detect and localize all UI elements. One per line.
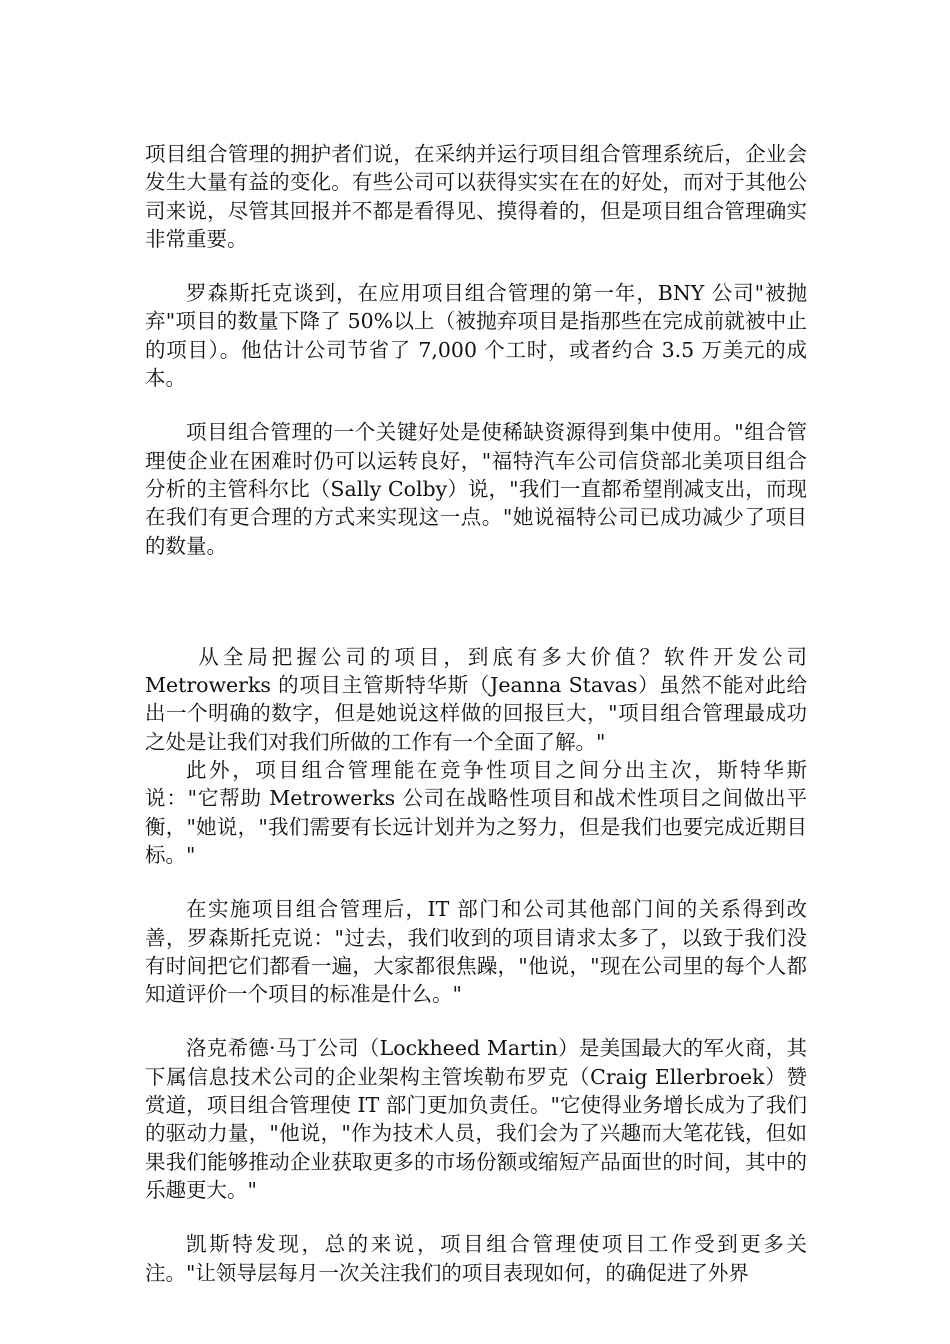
paragraph-kester-attention: 凯斯特发现，总的来说，项目组合管理使项目工作受到更多关注。"让领导层每月一次关注我们的项目表现如何，的确促进了外界 — [145, 1232, 807, 1285]
paragraph-benefits-intro: 项目组合管理的拥护者们说，在采纳并运行项目组合管理系统后，企业会发生大量有益的变化。有些公司可以获得实实在在的好处，而对于其他公司来说，尽管其回报并不都是看得见、摸得着的，但是项目组合管理确实非常重要。 — [145, 142, 807, 251]
paragraph-ford-resources: 项目组合管理的一个关键好处是使稀缺资源得到集中使用。"组合管理使企业在困难时仍可以运转良好，"福特汽车公司信贷部北美项目组合分析的主管科尔比（Sally Colby）说，"我们一直都希望削减支出，而现在我们有更合理的方式来实现这一点。"她说福特公司已成功减少了项目的数量。 — [145, 420, 807, 558]
document-body — [145, 140, 807, 1287]
paragraph-bny-results: 罗森斯托克谈到，在应用项目组合管理的第一年，BNY 公司"被抛弃"项目的数量下降了 50%以上（被抛弃项目是指那些在完成前就被中止的项目）。他估计公司节省了 7,000 个工时，或者约合 3.5 万美元的成本。 — [145, 281, 807, 391]
paragraph-it-relations: 在实施项目组合管理后，IT 部门和公司其他部门间的关系得到改善，罗森斯托克说："过去，我们收到的项目请求太多了，以致于我们没有时间把它们都看一遍，大家都很焦躁，"他说，"现在公司里的每个人都知道评价一个项目的标准是什么。" — [145, 897, 807, 1007]
paragraph-metrowerks-value: 从全局把握公司的项目，到底有多大价值？软件开发公司 Metrowerks 的项目主管斯特华斯（Jeanna Stavas）虽然不能对此给出一个明确的数字，但是她说这样做的回报巨大，"项目组合管理最成功之处是让我们对我们所做的工作有一个全面了解。" — [145, 644, 807, 754]
paragraph-lockheed-martin: 洛克希德·马丁公司（Lockheed Martin）是美国最大的军火商，其下属信息技术公司的企业架构主管埃勒布罗克（Craig Ellerbroek）赞赏道，项目组合管理使 IT 部门更加负责任。"它使得业务增长成为了我们的驱动力量，"他说，"作为技术人员，我们会为了兴趣而大笔花钱，但如果我们能够推动企业获取更多的市场份额或缩短产品面世的时间，其中的乐趣更大。" — [145, 1036, 807, 1202]
paragraph-metrowerks-priorities: 此外，项目组合管理能在竞争性项目之间分出主次，斯特华斯说："它帮助 Metrowerks 公司在战略性项目和战术性项目之间做出平衡，"她说，"我们需要有长远计划并为之努力，但是我们也要完成近期目标。" — [145, 758, 807, 867]
